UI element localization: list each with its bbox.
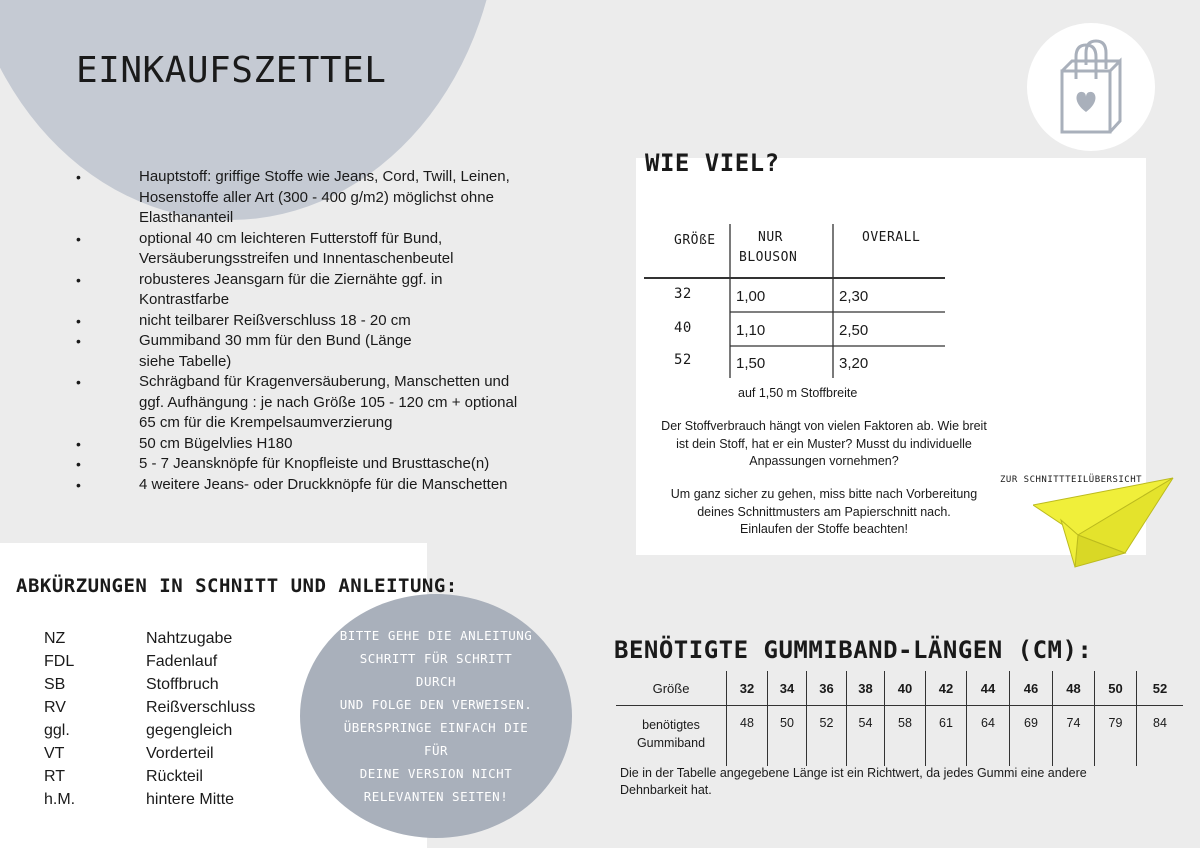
bullet: • — [76, 333, 81, 349]
page-title: EINKAUFSZETTEL — [76, 50, 387, 91]
blouson-header-line1: NUR — [758, 230, 783, 245]
list-item: • 50 cm Bügelvlies H180 — [64, 434, 534, 455]
list-item: • 5 - 7 Jeansknöpfe für Knopfleiste und Brusttasche(n) — [64, 454, 534, 475]
abbreviation-row: SB Stoffbruch — [44, 676, 219, 693]
abbreviation-row: NZ Nahtzugabe — [44, 630, 233, 647]
abbreviations-list — [44, 627, 255, 811]
rubber-band-note: Die in der Tabelle angegebene Länge ist ein Richtwert, da jedes Gummi eine andere Dehnbarkeit hat. — [620, 766, 1087, 797]
fabric-size-40: 40 — [674, 320, 692, 336]
abbreviation-row: RV Reißverschluss — [44, 699, 256, 716]
shopping-list — [64, 167, 534, 495]
overview-link[interactable]: ZUR SCHNITTTEILÜBERSICHT — [1000, 475, 1143, 485]
fabric-size-52: 52 — [674, 352, 692, 368]
abbreviation-row: h.M. hintere Mitte — [44, 791, 235, 808]
abbreviations-title: ABKÜRZUNGEN IN SCHNITT UND ANLEITUNG: — [16, 575, 458, 597]
fabric-overall-32: 2,30 — [839, 288, 869, 305]
bullet: • — [76, 456, 81, 472]
fabric-width-note: auf 1,50 m Stoffbreite — [738, 386, 858, 400]
abbreviation-row: VT Vorderteil — [44, 745, 214, 762]
list-item: • Schrägband für Kragenversäuberung, Manschetten und ggf. Aufhängung : je nach Größe 105 - 120 cm + optional 65 cm für die Krempelsaumverzierung — [76, 373, 518, 431]
fabric-paragraph-2: Um ganz sicher zu gehen, miss bitte nach Vorbereitung deines Schnittmusters am Papierschnitt nach. Einlaufen der Stoffe beachten! — [670, 487, 978, 536]
list-item: • Gummiband 30 mm für den Bund (Länge siehe Tabelle) — [76, 332, 412, 370]
abbreviation-row: FDL Fadenlauf — [44, 653, 218, 670]
bullet: • — [76, 476, 81, 493]
list-item: • nicht teilbarer Reißverschluss 18 - 20 cm — [64, 311, 534, 332]
fabric-paragraph-1: Der Stoffverbrauch hängt von vielen Faktoren ab. Wie breit ist dein Stoff, hat er ein Muster? Musst du individuelle Anpassungen vornehmen? — [661, 419, 987, 468]
table-row: Größe 32 34 36 38 40 42 44 46 48 50 52 — [616, 671, 1183, 706]
bullet: • — [76, 230, 81, 247]
abbreviation-row: ggl. gegengleich — [44, 722, 233, 739]
list-item: • Hauptstoff: griffige Stoffe wie Jeans, Cord, Twill, Leinen, Hosenstoffe aller Art (300 - 400 g/m2) möglichst ohne Elasthananteil — [76, 168, 510, 226]
overall-header: OVERALL — [862, 230, 921, 245]
fabric-blouson-32: 1,00 — [736, 288, 766, 305]
rubber-band-table — [616, 671, 1183, 766]
fabric-size-32: 32 — [674, 286, 692, 302]
shopping-bag-heart-icon — [1058, 39, 1124, 135]
paper-plane-icon[interactable] — [1033, 475, 1178, 570]
rubber-band-title: BENÖTIGTE GUMMIBAND-LÄNGEN (CM): — [614, 636, 1093, 664]
size-header: GRÖßE — [674, 233, 716, 248]
bag-icon-circle — [1027, 23, 1155, 151]
bullet: • — [76, 435, 81, 452]
list-item: • 4 weitere Jeans- oder Druckknöpfe für die Manschetten — [64, 475, 534, 496]
list-item: • optional 40 cm leichteren Futterstoff für Bund, Versäuberungsstreifen und Innentaschenbeutel — [76, 229, 454, 267]
fabric-blouson-52: 1,50 — [736, 355, 766, 372]
fabric-overall-52: 3,20 — [839, 355, 869, 372]
bullet: • — [76, 169, 81, 185]
blouson-header-line2: BLOUSON — [739, 250, 798, 265]
list-item: • robusteres Jeansgarn für die Ziernähte ggf. in Kontrastfarbe — [76, 270, 443, 308]
fabric-overall-40: 2,50 — [839, 322, 869, 339]
bullet: • — [76, 374, 81, 390]
fabric-amount-title: WIE VIEL? — [645, 149, 780, 177]
bullet: • — [76, 312, 81, 329]
abbreviation-row: RT Rückteil — [44, 768, 203, 785]
fabric-blouson-40: 1,10 — [736, 322, 766, 339]
table-row: benötigtes Gummiband 48 50 52 54 58 61 64 69 74 79 84 — [616, 706, 1183, 767]
bullet: • — [76, 271, 81, 288]
instruction-hint-circle: BITTE GEHE DIE ANLEITUNG SCHRITT FÜR SCHRITT DURCH UND FOLGE DEN VERWEISEN. ÜBERSPRINGE EINFACH DIE FÜR DEINE VERSION NICHT RELEVANTEN SEITEN! — [300, 594, 572, 838]
